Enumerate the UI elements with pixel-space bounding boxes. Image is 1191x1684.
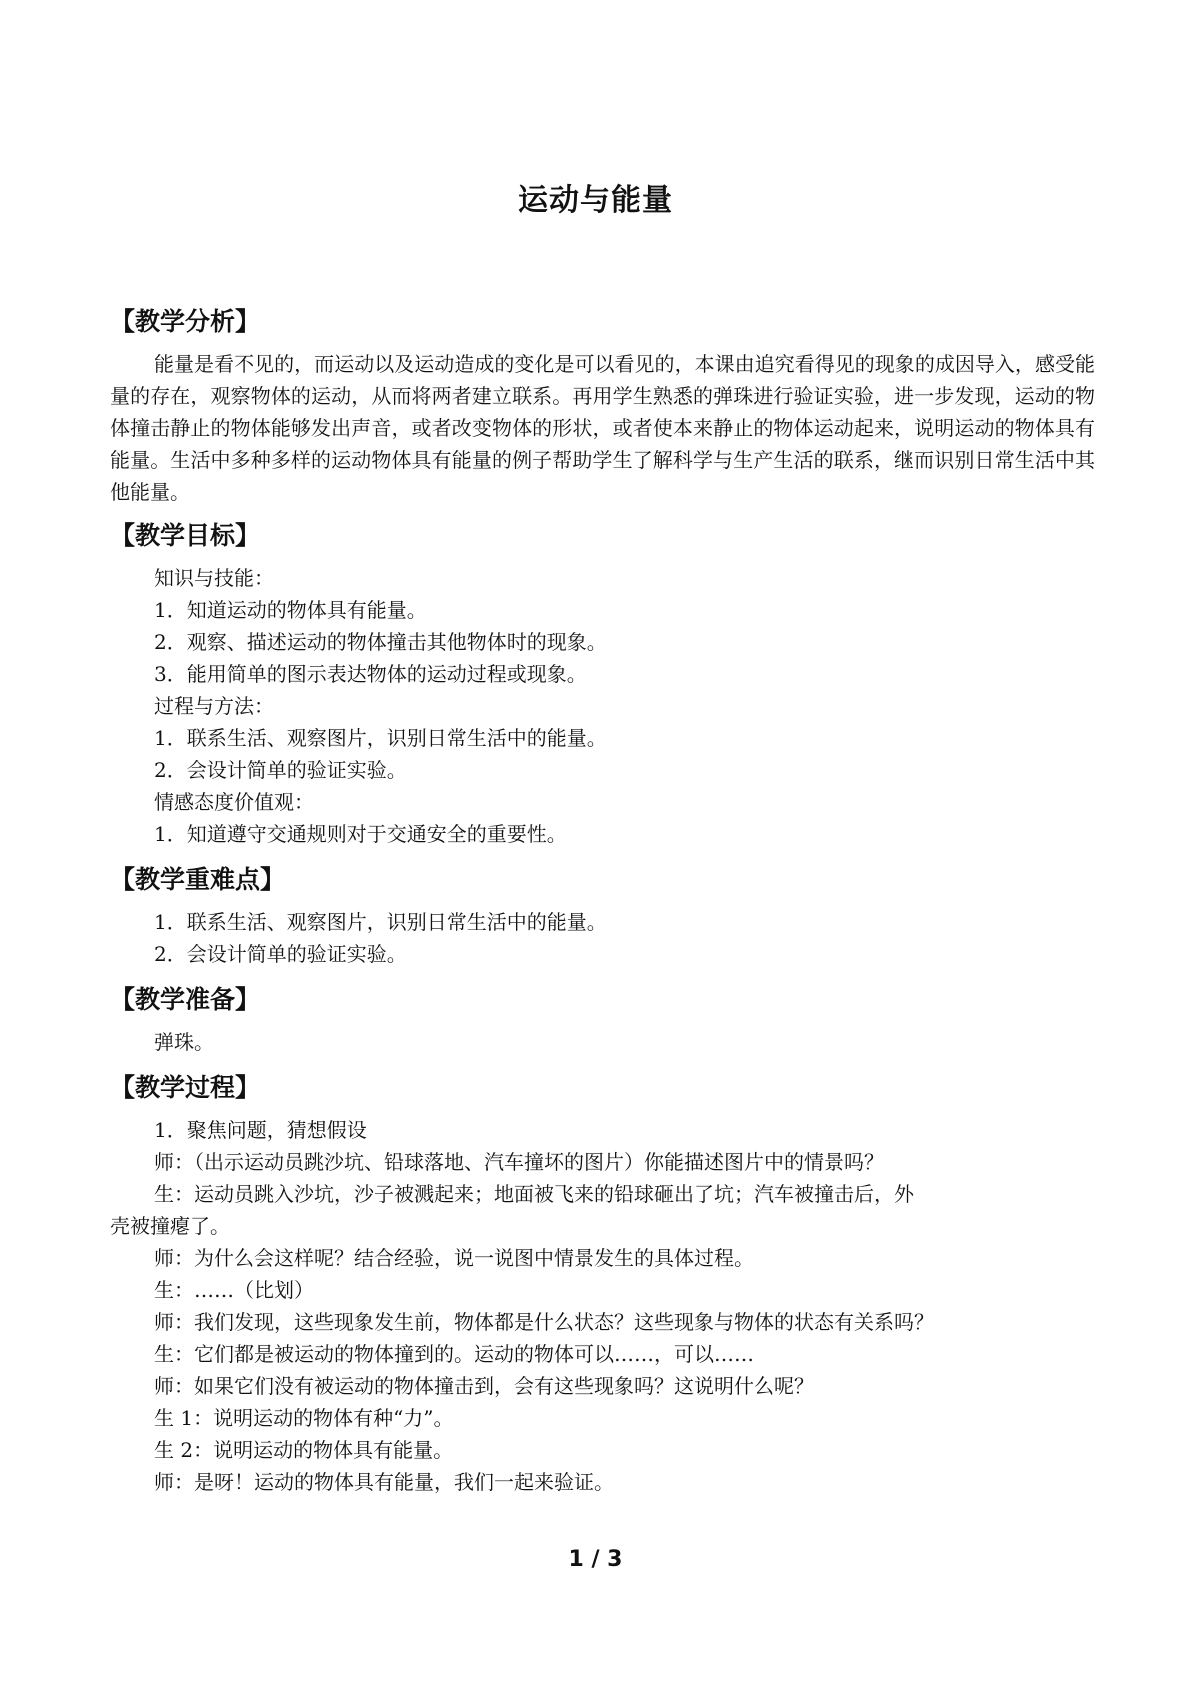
goals-line: 2．会设计简单的验证实验。 — [154, 758, 407, 782]
preparation-line: 弹珠。 — [154, 1030, 214, 1054]
goals-line: 2．观察、描述运动的物体撞击其他物体时的现象。 — [154, 630, 607, 654]
process-line: 师：为什么会这样呢？结合经验，说一说图中情景发生的具体过程。 — [154, 1246, 754, 1270]
process-line: 师：是呀！运动的物体具有能量，我们一起来验证。 — [154, 1470, 614, 1494]
goals-line: 1．联系生活、观察图片，识别日常生活中的能量。 — [154, 726, 607, 750]
preparation-list — [110, 1026, 1095, 1058]
goals-line: 知识与技能： — [154, 566, 274, 590]
process-line: 生 1：说明运动的物体有种“力”。 — [154, 1406, 454, 1430]
document-title: 运动与能量 — [518, 183, 673, 218]
goals-line: 1．知道运动的物体具有能量。 — [154, 598, 427, 622]
goals-list — [110, 562, 1095, 850]
section-heading-goals: 【教学目标】 — [110, 521, 261, 550]
page-number: 1 / 3 — [568, 1547, 623, 1572]
process-line: 生：它们都是被运动的物体撞到的。运动的物体可以……，可以…… — [154, 1342, 754, 1366]
process-line: 生：运动员跳入沙坑，沙子被溅起来；地面被飞来的铅球砸出了坑；汽车被撞击后，外 — [154, 1182, 914, 1206]
key-points-list — [110, 906, 1095, 970]
process-line: 师：（出示运动员跳沙坑、铅球落地、汽车撞坏的图片）你能描述图片中的情景吗？ — [154, 1150, 884, 1174]
analysis-paragraph: 能量是看不见的，而运动以及运动造成的变化是可以看见的，本课由追究看得见的现象的成因导入，感受能量的存在，观察物体的运动，从而将两者建立联系。再用学生熟悉的弹珠进行验证实验，进一步发现，运动的物体撞击静止的物体能够发出声音，或者改变物体的形状，或者使本来静止的物体运动起来，说明运动的物体具有能量。生活中多种多样的运动物体具有能量的例子帮助学生了解科学与生产生活的联系，继而识别日常生活中其他能量。 — [110, 352, 1095, 504]
key-points-line: 1．联系生活、观察图片，识别日常生活中的能量。 — [154, 910, 607, 934]
section-heading-key-points: 【教学重难点】 — [110, 865, 286, 894]
section-heading-analysis: 【教学分析】 — [110, 307, 261, 336]
process-line: 师：如果它们没有被运动的物体撞击到，会有这些现象吗？这说明什么呢？ — [154, 1374, 814, 1398]
process-line: 生：……（比划） — [154, 1278, 314, 1302]
process-line: 生 2：说明运动的物体具有能量。 — [154, 1438, 454, 1462]
key-points-line: 2．会设计简单的验证实验。 — [154, 942, 407, 966]
goals-line: 3．能用简单的图示表达物体的运动过程或现象。 — [154, 662, 587, 686]
goals-line: 1．知道遵守交通规则对于交通安全的重要性。 — [154, 822, 567, 846]
process-line: 师：我们发现，这些现象发生前，物体都是什么状态？这些现象与物体的状态有关系吗？ — [154, 1310, 934, 1334]
document-body — [110, 300, 1095, 1506]
goals-line: 情感态度价值观： — [154, 790, 314, 814]
process-line: 1．聚焦问题，猜想假设 — [154, 1118, 367, 1142]
process-line: 壳被撞瘪了。 — [110, 1214, 230, 1238]
goals-line: 过程与方法： — [154, 694, 274, 718]
process-list — [110, 1114, 1095, 1498]
section-heading-process: 【教学过程】 — [110, 1073, 261, 1102]
section-heading-preparation: 【教学准备】 — [110, 985, 261, 1014]
